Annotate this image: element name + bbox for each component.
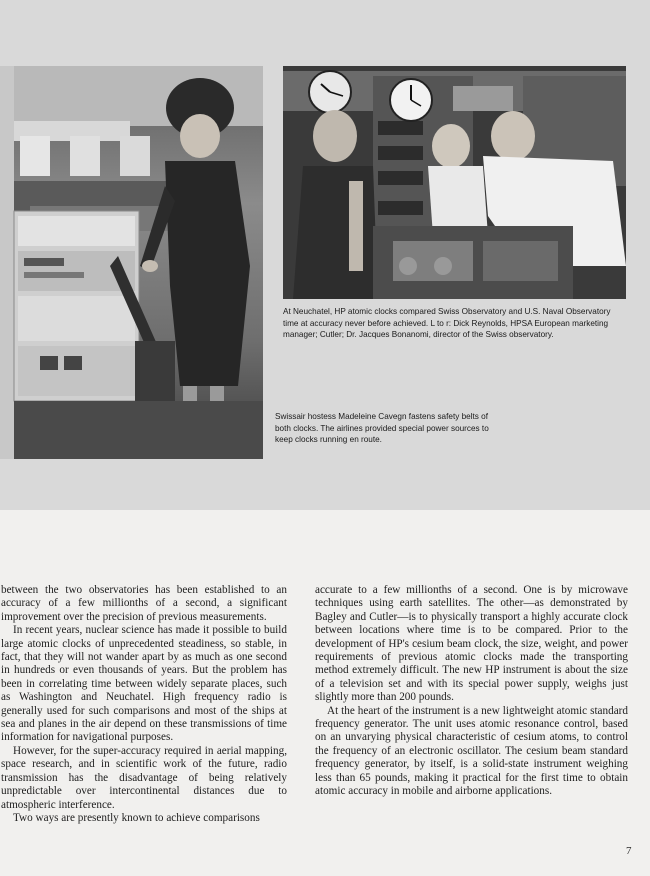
- article-paragraph: However, for the super-accuracy required in aerial mapping, space research, and in scientific work of the future, radio transmission has the disadvantage of being relatively unpredictable over intercontinental distances due to atmospheric interference.: [1, 744, 287, 811]
- article-paragraph: In recent years, nuclear science has made it possible to build large atomic clocks of unprecedented steadiness, so stable, in fact, that they will not wander apart by as much as one second in hundreds or even thousands of years. But the problem has been in correlating time between widely separate places, such as Washington and Neuchatel. High frequency radio is generally used for such comparisons and most of the ships at sea and planes in the air depend on these transmissions of time information for navigational purposes.: [1, 624, 287, 744]
- article-paragraph: between the two observatories has been established to an accuracy of a few millionths of a second, a significant improvement over the precision of previous measurements.: [1, 584, 287, 623]
- page-number: 7: [626, 845, 632, 857]
- hostess-photo: [0, 66, 263, 459]
- article-left-column: [1, 584, 287, 825]
- right-photo-caption: At Neuchatel, HP atomic clocks compared Swiss Observatory and U.S. Naval Observatory time at accuracy never before achieved. L to r: Dick Reynolds, HPSA European marketing manager; Cutler; Dr. Jacques Bonanomi, director of the Swiss observatory.: [283, 307, 611, 339]
- article-paragraph: accurate to a few millionths of a second. One is by microwave techniques using earth satellites. The other—as demonstrated by Bagley and Cutler—is to physically transport a highly accurate clock between locations where time is to be compared. Prior to the development of HP's cesium beam clock, the size, weight, and power requirements of previous atomic clocks made the transporting method extremely difficult. The new HP instrument is about the size of a television set and with its special power supply, weighs just slightly more than 200 pounds.: [315, 584, 628, 704]
- left-photo-caption: Swissair hostess Madeleine Cavegn fastens safety belts of both clocks. The airlines provided special power sources to keep clocks running en route.: [275, 412, 489, 444]
- atomic-clocks-photo: [283, 66, 626, 299]
- article-paragraph: Two ways are presently known to achieve comparisons: [13, 811, 260, 824]
- article-right-column: [315, 584, 628, 799]
- article-paragraph: At the heart of the instrument is a new lightweight atomic standard frequency generator. The unit uses atomic resonance control, based on an unvarying physical characteristic of cesium atoms, to control the frequency of an electronic oscillator. The cesium beam standard frequency generator, by itself, is a solid-state instrument weighing less than 65 pounds, making it practical for the first time to obtain atomic accuracy in mobile and airborne applications.: [315, 704, 628, 798]
